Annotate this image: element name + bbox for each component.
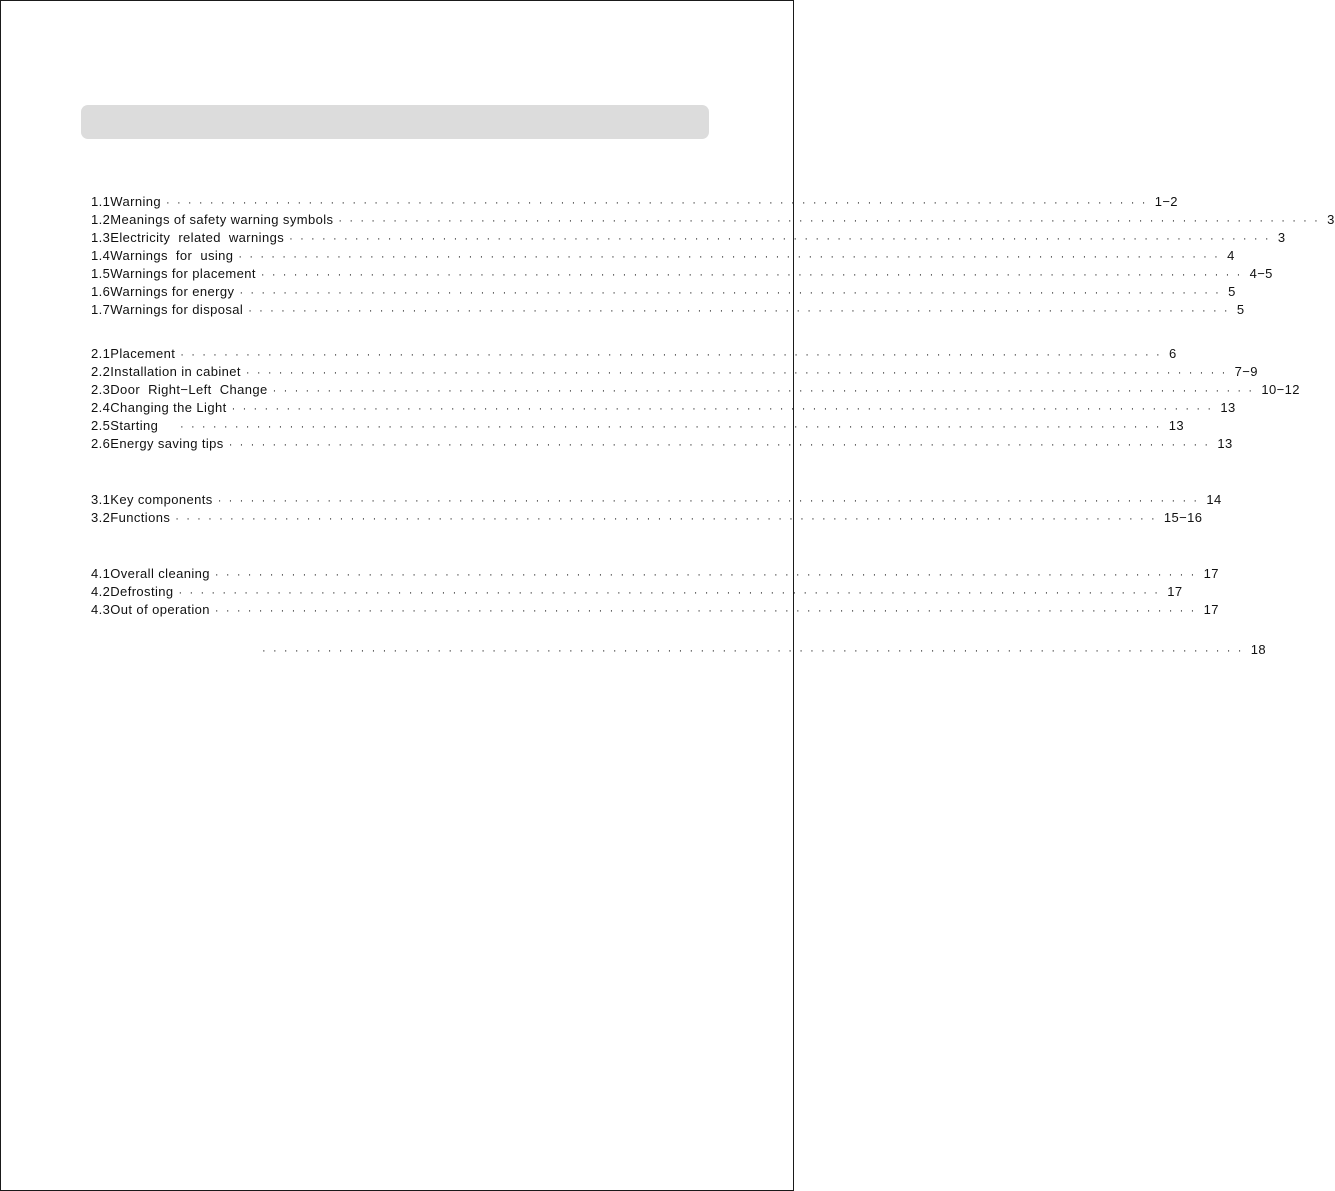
toc-leader-dots: ·························································································· <box>228 439 1216 451</box>
toc-entry-page: 6 <box>1168 346 1177 361</box>
toc-entry-page: 4−5 <box>1249 266 1273 281</box>
toc-entry-title: 4.1Overall cleaning <box>91 566 210 581</box>
toc-entry[interactable] <box>91 229 1286 247</box>
toc-entry-title: 1.5Warnings for placement <box>91 266 256 281</box>
toc-entry[interactable] <box>91 565 1219 583</box>
toc-leader-dots: ·························································································· <box>248 305 1235 317</box>
toc-entry[interactable] <box>91 345 1177 363</box>
toc-entry-page: 4 <box>1227 248 1235 263</box>
toc-entry-page: 18 <box>1250 642 1266 657</box>
toc-leader-dots: ·························································································· <box>245 367 1233 379</box>
toc-leader-dots: ·························································································· <box>262 645 1249 657</box>
toc-entry-page: 13 <box>1220 400 1236 415</box>
toc-leader-dots: ·························································································· <box>214 569 1202 581</box>
toc-leader-dots: ·························································································· <box>175 513 1162 525</box>
toc-entry-page: 10−12 <box>1261 382 1300 397</box>
toc-entry-title: 1.3Electricity related warnings <box>91 230 285 245</box>
toc-leader-dots: ·························································································· <box>238 251 1226 263</box>
toc-entry-title: 2.6Energy saving tips <box>91 436 224 451</box>
toc-entry-page: 3 <box>1277 230 1286 245</box>
toc-entry[interactable] <box>91 211 1335 229</box>
toc-leader-dots: ·························································································· <box>272 385 1260 397</box>
toc-entry[interactable] <box>91 491 1222 509</box>
toc-leader-dots: ·························································································· <box>178 587 1166 599</box>
toc-entry-page: 7−9 <box>1234 364 1258 379</box>
toc-entry-title: 2.5Starting <box>91 418 159 433</box>
toc-entry-title: 1.1Warning <box>91 194 161 209</box>
toc-entry-title: 4.3Out of operation <box>91 602 210 617</box>
toc-entry[interactable] <box>91 283 1236 301</box>
toc-leader-dots: ·························································································· <box>166 197 1153 209</box>
toc-entry-page: 13 <box>1168 418 1184 433</box>
toc-entry-title: 3.1Key components <box>91 492 213 507</box>
toc-entry[interactable] <box>91 363 1258 381</box>
toc-section-1 <box>91 193 1335 319</box>
toc-entry-title: 3.2Functions <box>91 510 171 525</box>
toc-leader-dots: ·························································································· <box>239 287 1227 299</box>
toc-entry[interactable] <box>91 301 1245 319</box>
toc-section-3 <box>91 491 1222 527</box>
toc-entry[interactable] <box>91 381 1300 399</box>
toc-section-5 <box>91 641 1266 659</box>
toc-entry-page: 15−16 <box>1163 510 1203 525</box>
toc-entry[interactable] <box>91 265 1273 283</box>
toc-entry-title: 4.2Defrosting <box>91 584 174 599</box>
toc-entry[interactable] <box>91 583 1183 601</box>
header-bar <box>81 105 709 139</box>
toc-leader-dots: ·························································································· <box>180 421 1167 433</box>
toc-entry-title: 1.6Warnings for energy <box>91 284 235 299</box>
toc-section-4 <box>91 565 1219 619</box>
toc-entry[interactable] <box>91 247 1235 265</box>
toc-entry[interactable] <box>91 641 1266 659</box>
toc-entry[interactable] <box>91 399 1236 417</box>
toc-entry-page: 17 <box>1203 602 1219 617</box>
toc-leader-dots: ·························································································· <box>217 495 1205 507</box>
toc-section-2 <box>91 345 1300 453</box>
toc-entry-title: 2.1Placement <box>91 346 176 361</box>
toc-entry-page: 3 <box>1327 212 1335 227</box>
toc-entry-title: 1.4Warnings for using <box>91 248 234 263</box>
toc-entry-title: 1.2Meanings of safety warning symbols <box>91 212 334 227</box>
table-of-contents <box>91 193 1335 659</box>
toc-entry[interactable] <box>91 417 1184 435</box>
toc-entry[interactable] <box>91 435 1233 453</box>
toc-leader-dots: ·························································································· <box>289 233 1276 245</box>
toc-leader-dots: ·························································································· <box>260 269 1248 281</box>
toc-entry-page: 14 <box>1206 492 1222 507</box>
toc-entry-title: 2.2Installation in cabinet <box>91 364 241 379</box>
toc-leader-dots: ·························································································· <box>180 349 1167 361</box>
toc-leader-dots: ·························································································· <box>231 403 1219 415</box>
toc-entry[interactable] <box>91 601 1219 619</box>
toc-entry-title: 1.7Warnings for disposal <box>91 302 244 317</box>
toc-entry-title: 2.4Changing the Light <box>91 400 227 415</box>
toc-entry-title: 2.3Door Right−Left Change <box>91 382 268 397</box>
toc-entry-page: 5 <box>1228 284 1236 299</box>
toc-entry-page: 17 <box>1167 584 1183 599</box>
toc-entry[interactable] <box>91 193 1178 211</box>
toc-entry-page: 17 <box>1203 566 1219 581</box>
toc-entry-page: 13 <box>1217 436 1233 451</box>
toc-leader-dots: ·························································································· <box>214 605 1202 617</box>
toc-leader-dots: ·························································································· <box>338 215 1326 227</box>
toc-entry[interactable] <box>91 509 1203 527</box>
toc-entry-page: 5 <box>1236 302 1245 317</box>
toc-entry-page: 1−2 <box>1154 194 1178 209</box>
